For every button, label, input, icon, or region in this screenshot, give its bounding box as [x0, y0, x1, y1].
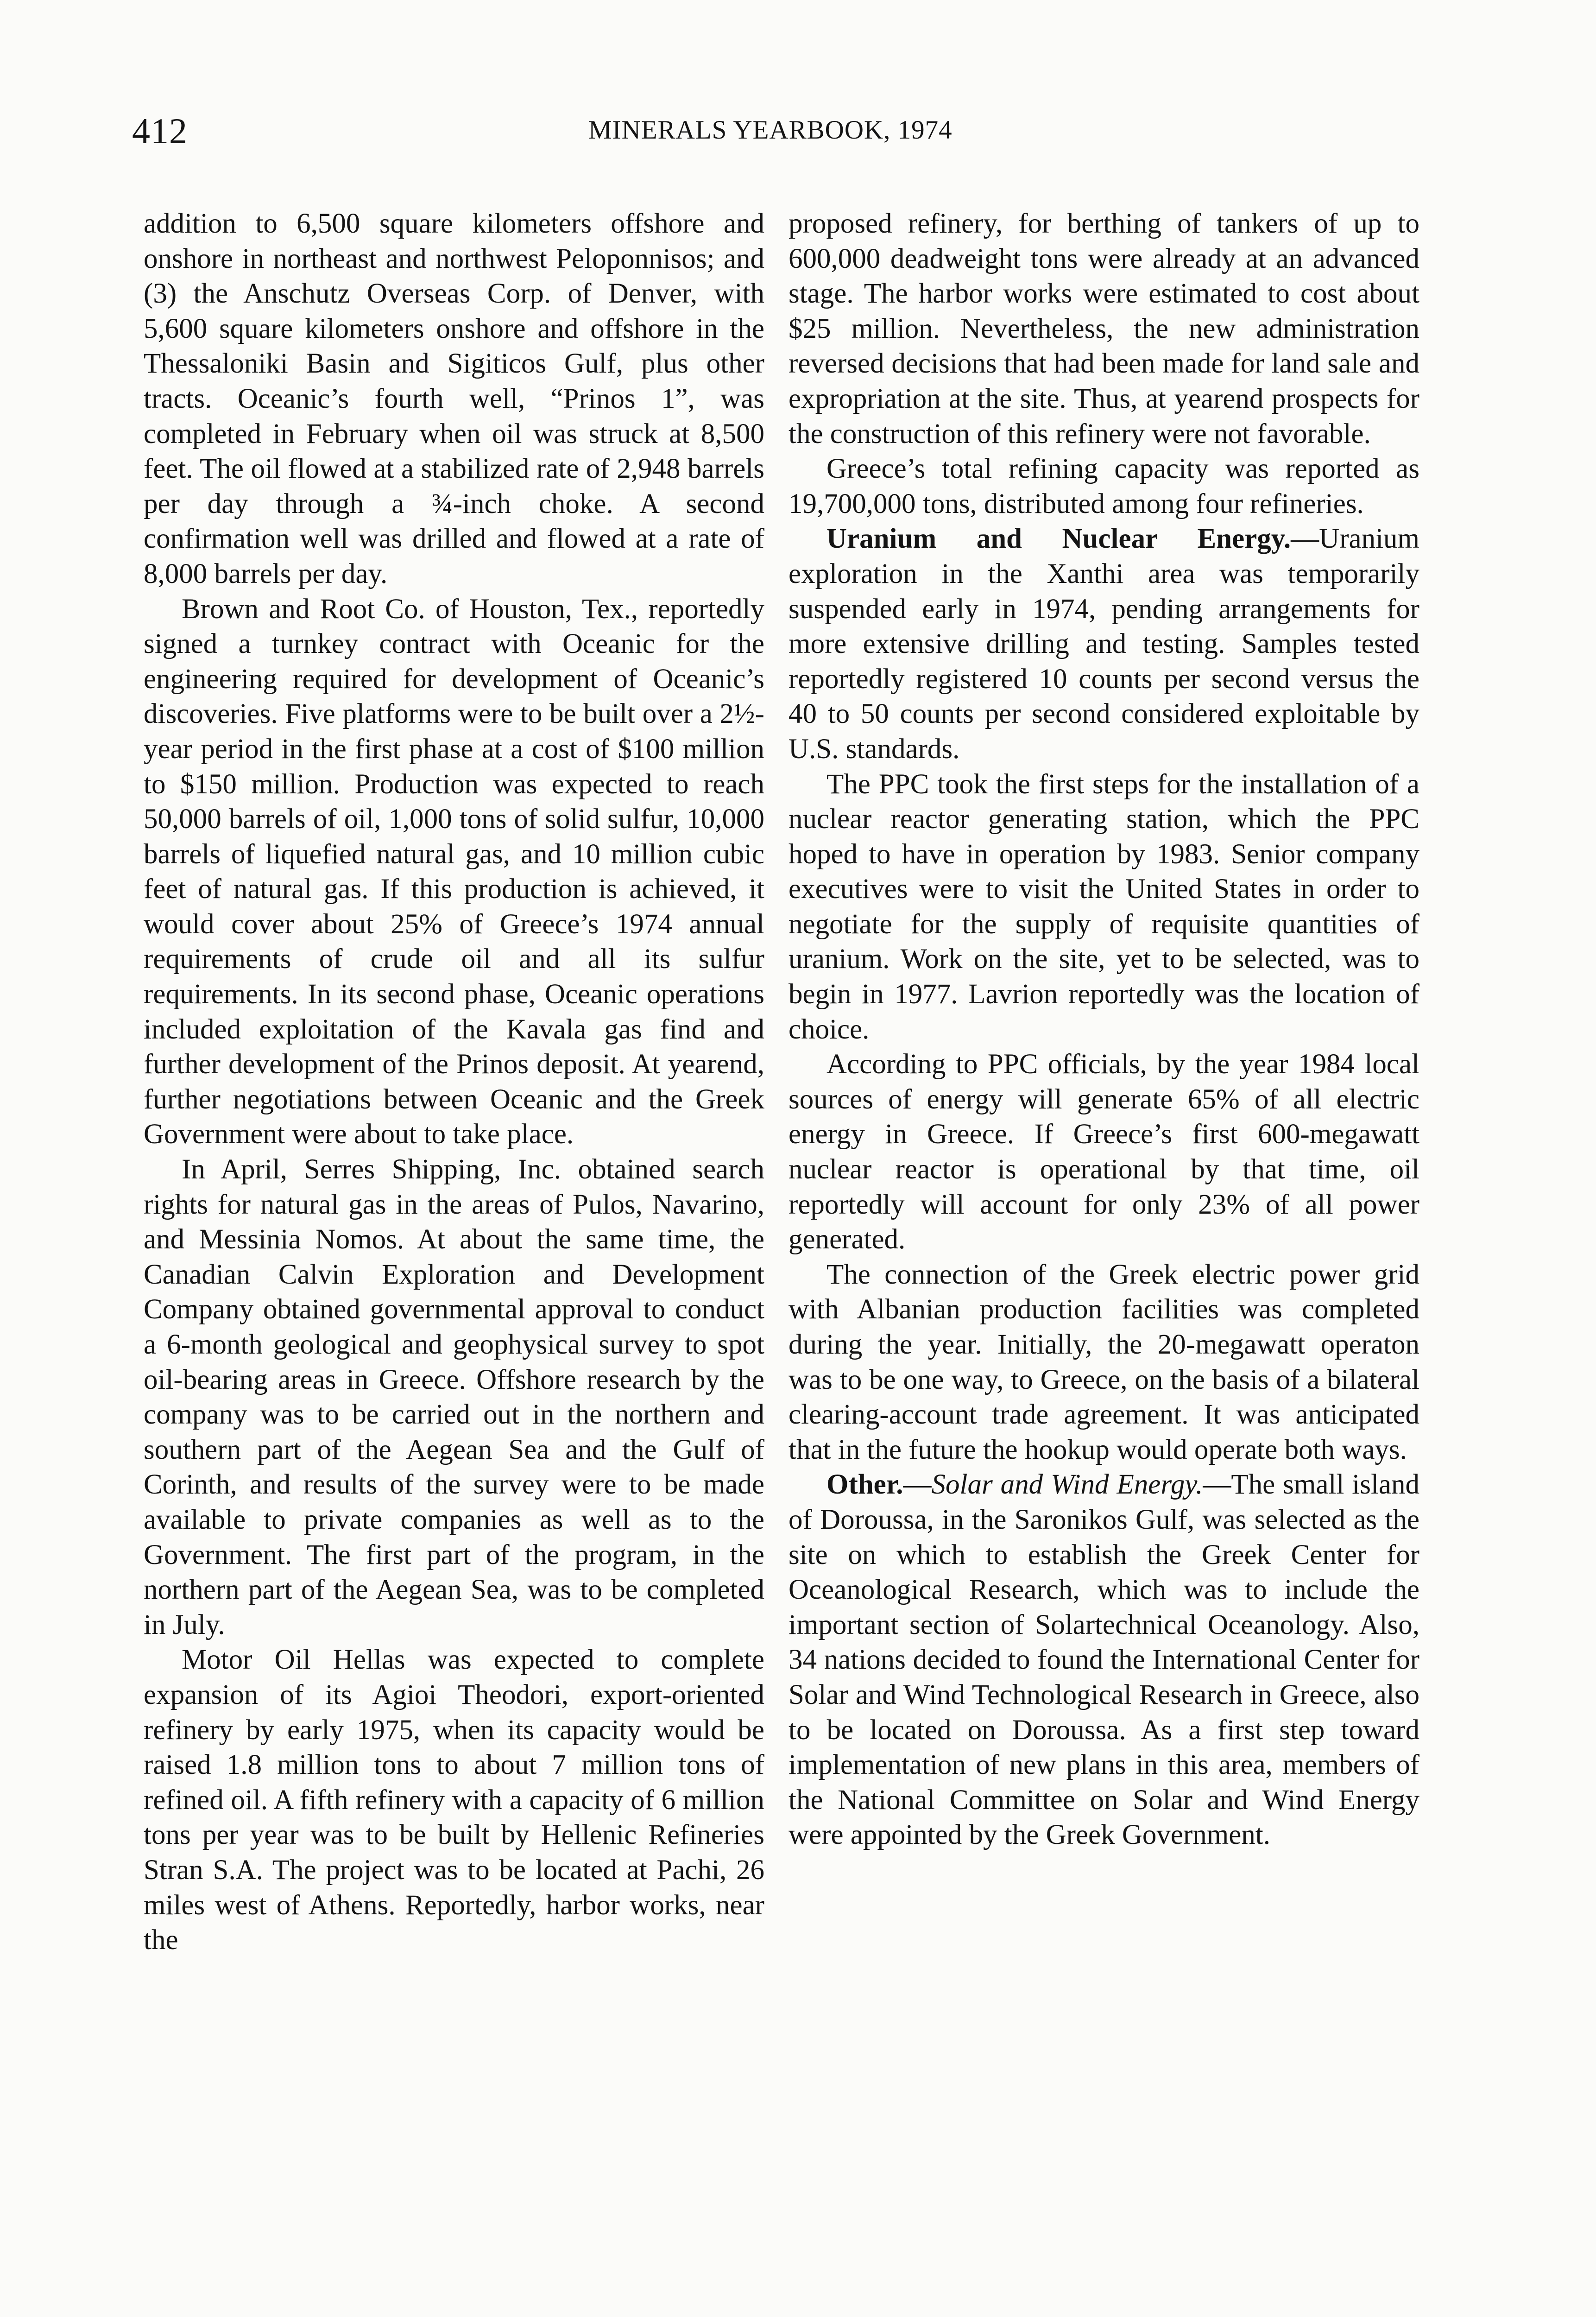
paragraph-solar-wind-body: —The small island of Doroussa, in the Saronikos Gulf, was selected as the site on which to establish the Greek Center for Oceanological Research, which was to include the important section of Solartechnical Oceanology. Also, 34 nations decided to found the International Center for Solar and Wind Technological Research in Greece, also to be located on Doroussa. As a first step toward implementation of new plans in this area, members of the National Committee on Solar and Wind Energy were appointed by the Greek Government.: [789, 1469, 1420, 1851]
paragraph-proposed-refinery: proposed refinery, for berthing of tankers of up to 600,000 deadweight tons were already at an advanced stage. The harbor works were estimated to cost about $25 million. Nevertheless, the new administration reversed decisions that had been made for land sale and expropriation at the site. Thus, at yearend prospects for the construction of this refinery were not favorable.: [789, 208, 1419, 449]
paragraph-uranium: [789, 521, 1419, 766]
paragraph-brown-and-root: Brown and Root Co. of Houston, Tex., reportedly signed a turnkey contract with Oceanic for the engineering required for development of Oceanic’s discoveries. Five platforms were to be built over a 2½-year period in the first phase at a cost of $100 million to $150 million. Production was expected to reach 50,000 barrels of oil, 1,000 tons of solid sulfur, 10,000 barrels of liquefied natural gas, and 10 million cubic feet of natural gas. If this production is achieved, it would cover about 25% of Greece’s 1974 annual requirements of crude oil and all its sulfur requirements. In its second phase, Oceanic operations included exploitation of the Kavala gas find and further development of the Prinos deposit. At yearend, further negotiations between Oceanic and the Greek Government were about to take place.: [144, 593, 764, 1150]
right-column: [789, 206, 1419, 1853]
section-heading-uranium: Uranium and Nuclear Energy.: [826, 523, 1291, 555]
page-number: 412: [132, 111, 188, 151]
section-heading-other: Other.: [826, 1469, 903, 1500]
paragraph-oil-exploration-continued: addition to 6,500 square kilometers offshore and onshore in northeast and northwest Peloponnisos; and (3) the Anschutz Overseas Corp. of Denver, with 5,600 square kilometers onshore and offshore in the Thessaloniki Basin and Sigiticos Gulf, plus other tracts. Oceanic’s fourth well, “Prinos 1”, was completed in February when oil was struck at 8,500 feet. The oil flowed at a stabilized rate of 2,948 barrels per day through a ¾-inch choke. A second confirmation well was drilled and flowed at a rate of 8,000 barrels per day.: [144, 208, 764, 589]
paragraph-ppc-officials: According to PPC officials, by the year 1984 local sources of energy will generate 65% of all electric energy in Greece. If Greece’s first 600-megawatt nuclear reactor is operational by that time, oil reportedly will account for only 23% of all power generated.: [789, 1049, 1419, 1255]
paragraph-motor-oil-hellas: Motor Oil Hellas was expected to complete expansion of its Agioi Theodori, export-oriented refinery by early 1975, when its capacity would be raised 1.8 million tons to about 7 million tons of refined oil. A fifth refinery with a capacity of 6 million tons per year was to be built by Hellenic Refineries Stran S.A. The project was to be located at Pachi, 26 miles west of Athens. Reportedly, harbor works, near the: [144, 1644, 764, 1956]
left-column: [144, 206, 764, 1958]
heading-dash: —: [903, 1469, 932, 1500]
paragraph-solar-wind: [789, 1467, 1419, 1853]
paragraph-albanian-grid: The connection of the Greek electric power grid with Albanian production facilities was completed during the year. Initially, the 20-megawatt operaton was to be one way, to Greece, on the basis of a bilateral clearing-account trade agreement. It was anticipated that in the future the hookup would operate both ways.: [789, 1259, 1419, 1465]
running-title: MINERALS YEARBOOK, 1974: [588, 115, 953, 145]
paragraph-nuclear-reactor: The PPC took the first steps for the installation of a nuclear reactor generating station, which the PPC hoped to have in operation by 1983. Senior company executives were to visit the United States in order to negotiate for the supply of requisite quantities of uranium. Work on the site, yet to be selected, was to begin in 1977. Lavrion reportedly was the location of choice.: [789, 768, 1419, 1045]
subheading-solar-wind: Solar and Wind Energy.: [931, 1469, 1203, 1500]
paragraph-uranium-body: —Uranium exploration in the Xanthi area was temporarily suspended early in 1974, pending arrangements for more extensive drilling and testing. Samples tested reportedly registered 10 counts per second versus the 40 to 50 counts per second considered exploitable by U.S. standards.: [789, 523, 1419, 765]
paragraph-refining-capacity: Greece’s total refining capacity was reported as 19,700,000 tons, distributed among four refineries.: [789, 453, 1419, 519]
paragraph-serres-shipping: In April, Serres Shipping, Inc. obtained search rights for natural gas in the areas of Pulos, Navarino, and Messinia Nomos. At about the same time, the Canadian Calvin Exploration and Development Company obtained governmental approval to conduct a 6-month geological and geophysical survey to spot oil-bearing areas in Greece. Offshore research by the company was to be carried out in the northern and southern part of the Aegean Sea and the Gulf of Corinth, and results of the survey were to be made available to private companies as well as to the Government. The first part of the program, in the northern part of the Aegean Sea, was to be completed in July.: [144, 1154, 764, 1640]
